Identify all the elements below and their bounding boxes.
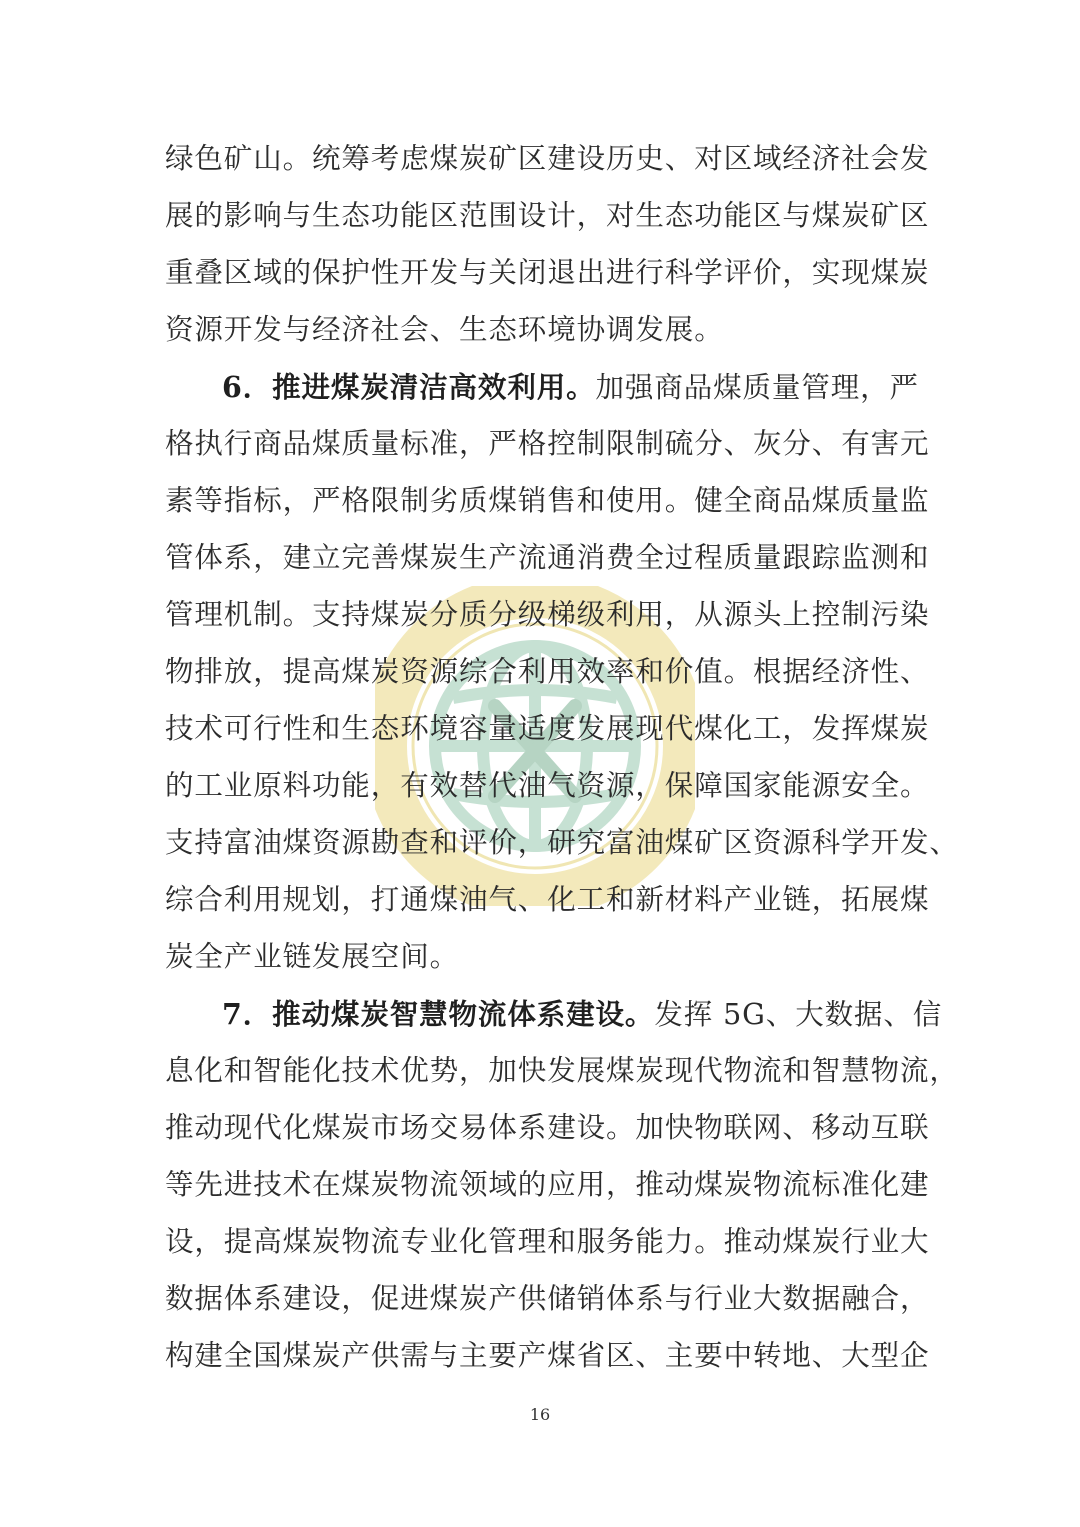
section7-line-2: 息化和智能化技术优势，加快发展煤炭现代物流和智慧物流， [165,1054,959,1087]
section6-heading: 6．推进煤炭清洁高效利用。 [222,370,596,404]
section7-line-6: 数据体系建设，促进煤炭产供储销体系与行业大数据融合， [165,1282,930,1315]
section7-line-3: 推动现代化煤炭市场交易体系建设。加快物联网、移动互联 [165,1111,930,1144]
section6-line-4: 管体系，建立完善煤炭生产流通消费全过程质量跟踪监测和 [165,541,930,574]
section7-line-7: 构建全国煤炭产供需与主要产煤省区、主要中转地、大型企 [165,1339,930,1372]
section6-line-8: 的工业原料功能，有效替代油气资源，保障国家能源安全。 [165,769,930,802]
section6-first-line-rest: 加强商品煤质量管理，严 [595,371,919,404]
section6-line-6: 物排放，提高煤炭资源综合利用效率和价值。根据经济性、 [165,655,930,688]
section6-line-9: 支持富油煤资源勘查和评价，研究富油煤矿区资源科学开发、 [165,826,959,859]
section6-line-11: 炭全产业链发展空间。 [165,940,460,973]
section7-first-line-rest: 发挥 5G、大数据、信 [654,998,943,1031]
intro-line-3: 重叠区域的保护性开发与关闭退出进行科学评价，实现煤炭 [165,256,930,289]
page-number: 16 [529,1405,551,1424]
section7-heading: 7．推动煤炭智慧物流体系建设。 [222,997,655,1031]
section6-line-2: 格执行商品煤质量标准，严格控制限制硫分、灰分、有害元 [165,427,930,460]
intro-line-1: 绿色矿山。统筹考虑煤炭矿区建设历史、对区域经济社会发 [165,142,930,175]
section7-line-5: 设，提高煤炭物流专业化管理和服务能力。推动煤炭行业大 [165,1225,930,1258]
section6-line-10: 综合利用规划，打通煤油气、化工和新材料产业链，拓展煤 [165,883,930,916]
intro-line-2: 展的影响与生态功能区范围设计，对生态功能区与煤炭矿区 [165,199,930,232]
section7-first-line [222,994,943,1034]
section7-line-4: 等先进技术在煤炭物流领域的应用，推动煤炭物流标准化建 [165,1168,930,1201]
intro-line-4: 资源开发与经济社会、生态环境协调发展。 [165,313,724,346]
section6-line-3: 素等指标，严格限制劣质煤销售和使用。健全商品煤质量监 [165,484,930,517]
section6-line-7: 技术可行性和生态环境容量适度发展现代煤化工，发挥煤炭 [165,712,930,745]
section6-first-line [222,367,925,407]
section6-line-5: 管理机制。支持煤炭分质分级梯级利用，从源头上控制污染 [165,598,930,631]
